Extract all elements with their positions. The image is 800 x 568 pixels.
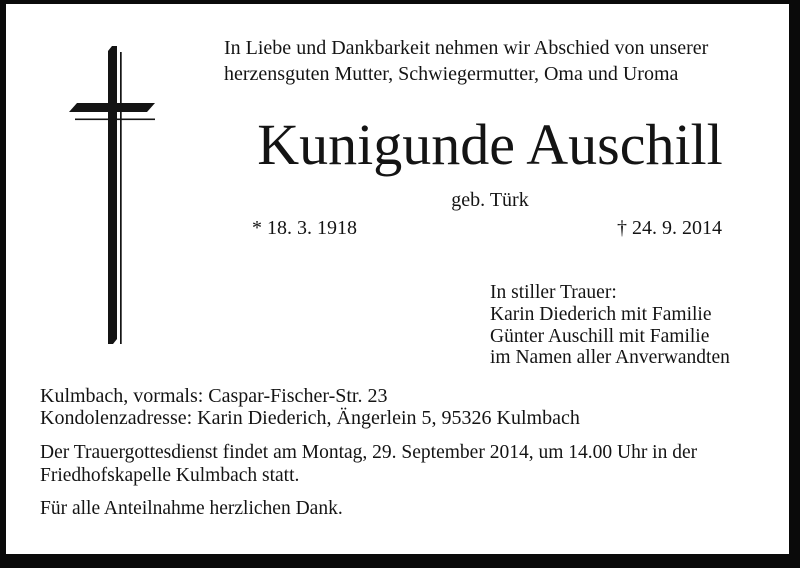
mourning-block	[490, 282, 730, 369]
condolence-address-line: Kondolenzadresse: Karin Diederich, Ängerlein 5, 95326 Kulmbach	[40, 407, 580, 430]
mourning-title: In stiller Trauer:	[490, 282, 617, 303]
mourner-line: Günter Auschill mit Familie	[490, 325, 710, 347]
dates-row	[252, 216, 722, 240]
notice-paper	[6, 4, 789, 554]
former-address-line: Kulmbach, vormals: Caspar-Fischer-Str. 23	[40, 385, 388, 407]
memorial-cross-icon	[61, 39, 171, 354]
service-info: Der Trauergottesdienst findet am Montag, 29. September 2014, um 14.00 Uhr in der Friedhofskapelle Kulmbach statt.	[40, 442, 698, 486]
address-block	[40, 385, 580, 429]
mourner-line: Karin Diederich mit Familie	[490, 303, 712, 325]
deceased-name: Kunigunde Auschill	[257, 112, 723, 177]
intro-text: In Liebe und Dankbarkeit nehmen wir Abschied von unserer herzensguten Mutter, Schwiegermutter, Oma und Uroma	[224, 37, 709, 85]
birth-date: * 18. 3. 1918	[252, 217, 357, 239]
thanks-line: Für alle Anteilnahme herzlichen Dank.	[40, 498, 343, 519]
maiden-name: geb. Türk	[451, 189, 529, 211]
death-date: † 24. 9. 2014	[617, 217, 722, 239]
mourner-line: im Namen aller Anverwandten	[490, 347, 730, 369]
